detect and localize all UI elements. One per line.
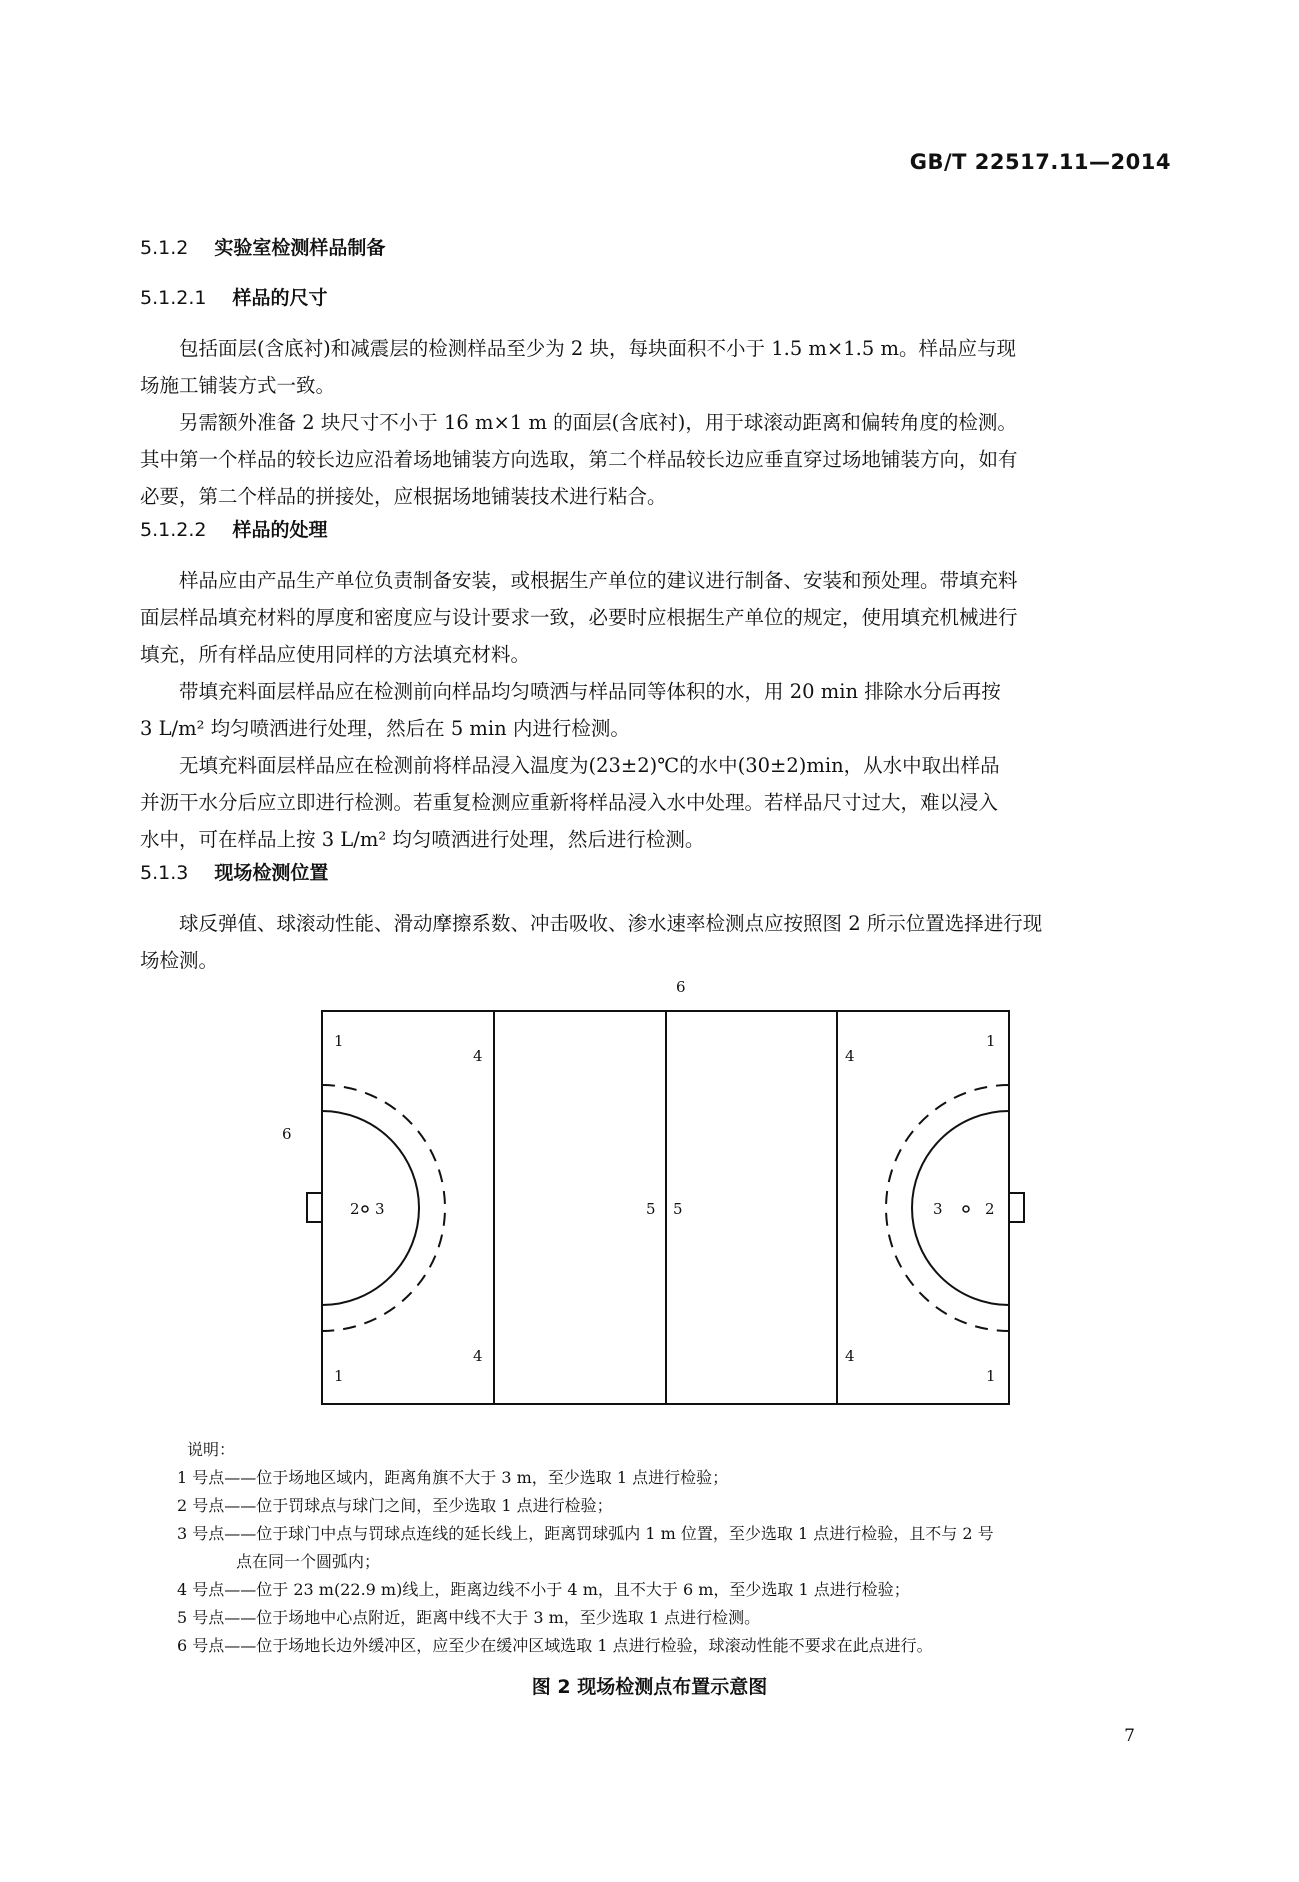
legend-item-3-continued: 点在同一个圆弧内； (236, 1552, 381, 1571)
goal-right (1009, 1193, 1024, 1222)
text-line: 填充，所有样品应使用同样的方法填充材料。 (140, 643, 531, 666)
standard-code: GB/T 22517.11—2014 (909, 150, 1171, 174)
text-line: 带填充料面层样品应在检测前向样品均匀喷洒与样品同等体积的水，用 20 min 排除水分后再按 (179, 680, 1001, 703)
point-label-6: 6 (676, 978, 686, 996)
goal-left (307, 1193, 322, 1222)
heading-number: 5.1.2 (140, 237, 189, 259)
text-line: 水中，可在样品上按 3 L/m² 均匀喷洒进行处理，然后进行检测。 (140, 828, 705, 851)
text-line: 球反弹值、球滚动性能、滑动摩擦系数、冲击吸收、渗水速率检测点应按照图 2 所示位置选择进行现 (179, 912, 1043, 935)
text-line: 面层样品填充材料的厚度和密度应与设计要求一致，必要时应根据生产单位的规定，使用填充机械进行 (140, 606, 1018, 629)
legend-item-1: 1 号点——位于场地区域内，距离角旗不大于 3 m，至少选取 1 点进行检验； (177, 1468, 729, 1487)
penalty-spot-right (963, 1206, 969, 1212)
point-label-5: 5 (673, 1200, 683, 1218)
heading-number: 5.1.2.1 (140, 287, 207, 309)
text-line: 包括面层(含底衬)和减震层的检测样品至少为 2 块，每块面积不小于 1.5 m×1.5 m。样品应与现 (179, 337, 1016, 360)
legend-item-3: 3 号点——位于球门中点与罚球点连线的延长线上，距离罚球弧内 1 m 位置，至少选取 1 点进行检验，且不与 2 号 (177, 1524, 994, 1543)
text-line: 场检测。 (140, 949, 219, 972)
text-line: 3 L/m² 均匀喷洒进行处理，然后在 5 min 内进行检测。 (140, 717, 630, 740)
penalty-spot-left (362, 1206, 368, 1212)
heading-number: 5.1.2.2 (140, 519, 207, 541)
text-line: 另需额外准备 2 块尺寸不小于 16 m×1 m 的面层(含底衬)，用于球滚动距离和偏转角度的检测。 (179, 411, 1017, 434)
point-label-2: 2 (350, 1200, 360, 1218)
point-label-1: 1 (986, 1032, 996, 1050)
legend-title: 说明： (187, 1440, 236, 1459)
figure-caption: 图 2 现场检测点布置示意图 (531, 1676, 768, 1698)
point-label-4: 4 (845, 1047, 855, 1065)
legend-item-5: 5 号点——位于场地中心点附近，距离中线不大于 3 m，至少选取 1 点进行检测。 (177, 1608, 761, 1627)
text-line: 必要，第二个样品的拼接处，应根据场地铺装技术进行粘合。 (140, 485, 667, 508)
heading-number: 5.1.3 (140, 862, 189, 884)
point-label-3: 3 (933, 1200, 943, 1218)
point-label-3: 3 (375, 1200, 385, 1218)
point-label-5: 5 (646, 1200, 656, 1218)
text-line: 样品应由产品生产单位负责制备安装，或根据生产单位的建议进行制备、安装和预处理。带填充料 (179, 569, 1018, 592)
text-line: 无填充料面层样品应在检测前将样品浸入温度为(23±2)℃的水中(30±2)min，从水中取出样品 (179, 754, 1000, 777)
heading-title: 样品的尺寸 (232, 287, 328, 309)
point-label-6: 6 (282, 1125, 292, 1143)
point-label-1: 1 (986, 1367, 996, 1385)
point-label-4: 4 (845, 1347, 855, 1365)
point-label-2: 2 (985, 1200, 995, 1218)
heading-title: 样品的处理 (232, 519, 328, 541)
point-label-1: 1 (334, 1032, 344, 1050)
page-number: 7 (1124, 1726, 1135, 1746)
legend-item-2: 2 号点——位于罚球点与球门之间，至少选取 1 点进行检验； (177, 1496, 613, 1515)
text-line: 其中第一个样品的较长边应沿着场地铺装方向选取，第二个样品较长边应垂直穿过场地铺装方向，如有 (140, 448, 1018, 471)
heading-title: 实验室检测样品制备 (214, 237, 386, 259)
heading-title: 现场检测位置 (214, 862, 329, 884)
text-line: 并沥干水分后应立即进行检测。若重复检测应重新将样品浸入水中处理。若样品尺寸过大，难以浸入 (140, 791, 999, 814)
point-label-4: 4 (473, 1347, 483, 1365)
legend-item-6: 6 号点——位于场地长边外缓冲区，应至少在缓冲区域选取 1 点进行检验，球滚动性能不要求在此点进行。 (177, 1636, 933, 1655)
text-line: 场施工铺装方式一致。 (140, 374, 336, 397)
point-label-1: 1 (334, 1367, 344, 1385)
point-label-4: 4 (473, 1047, 483, 1065)
legend-item-4: 4 号点——位于 23 m(22.9 m)线上，距离边线不小于 4 m，且不大于 6 m，至少选取 1 点进行检验； (177, 1580, 910, 1599)
shooting-circle-left (322, 1111, 419, 1305)
